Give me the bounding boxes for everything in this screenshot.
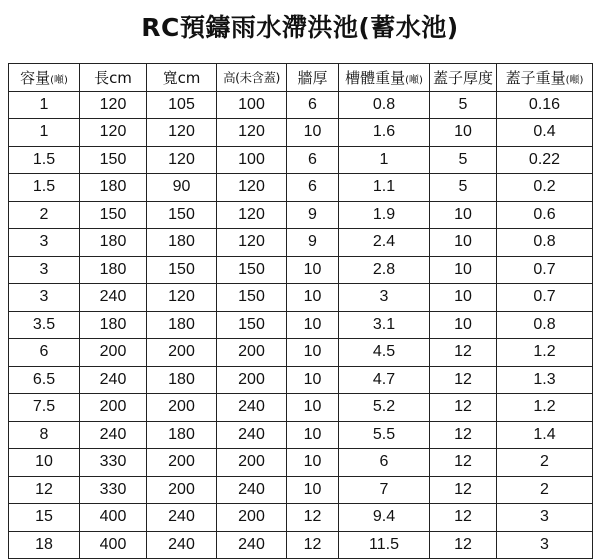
wall-thickness-cell: 6 [287,91,339,119]
capacity-cell: 10 [9,449,80,477]
height-cell: 150 [217,311,287,339]
lid-weight-cell: 0.16 [497,91,593,119]
header-wall-thickness: 牆厚 [287,64,339,92]
height-cell: 100 [217,146,287,174]
wall-thickness-cell: 9 [287,229,339,257]
length-cell: 150 [80,201,147,229]
capacity-cell: 2 [9,201,80,229]
lid-thickness-cell: 10 [430,201,497,229]
body-weight-cell: 4.5 [339,339,430,367]
table-row [9,504,593,532]
table-row [9,421,593,449]
body-weight-cell: 3 [339,284,430,312]
table-row [9,339,593,367]
length-cell: 180 [80,311,147,339]
width-cell: 200 [147,449,217,477]
lid-thickness-cell: 10 [430,256,497,284]
width-cell: 200 [147,339,217,367]
width-cell: 240 [147,504,217,532]
width-cell: 200 [147,394,217,422]
length-cell: 180 [80,229,147,257]
lid-thickness-cell: 12 [430,339,497,367]
width-cell: 150 [147,201,217,229]
table-row [9,449,593,477]
table-row [9,311,593,339]
length-cell: 240 [80,366,147,394]
header-body-weight: 槽體重量(噸) [339,64,430,92]
lid-weight-cell: 0.4 [497,119,593,147]
lid-thickness-cell: 5 [430,91,497,119]
width-cell: 120 [147,284,217,312]
width-cell: 180 [147,421,217,449]
capacity-cell: 1.5 [9,146,80,174]
length-cell: 330 [80,476,147,504]
table-row [9,119,593,147]
capacity-cell: 1 [9,119,80,147]
header-width: 寬cm [147,64,217,92]
lid-weight-cell: 2 [497,476,593,504]
height-cell: 150 [217,284,287,312]
wall-thickness-cell: 10 [287,256,339,284]
capacity-cell: 6 [9,339,80,367]
wall-thickness-cell: 10 [287,394,339,422]
lid-weight-cell: 1.2 [497,339,593,367]
lid-thickness-cell: 12 [430,476,497,504]
length-cell: 240 [80,421,147,449]
length-cell: 180 [80,174,147,202]
table-row [9,366,593,394]
capacity-cell: 12 [9,476,80,504]
lid-thickness-cell: 12 [430,531,497,559]
body-weight-cell: 11.5 [339,531,430,559]
lid-thickness-cell: 12 [430,449,497,477]
wall-thickness-cell: 10 [287,421,339,449]
capacity-cell: 1 [9,91,80,119]
wall-thickness-cell: 10 [287,119,339,147]
wall-thickness-cell: 12 [287,504,339,532]
body-weight-cell: 5.2 [339,394,430,422]
header-height: 高(未含蓋) [217,64,287,92]
capacity-cell: 8 [9,421,80,449]
header-lid-weight: 蓋子重量(噸) [497,64,593,92]
capacity-cell: 3 [9,256,80,284]
length-cell: 200 [80,339,147,367]
length-cell: 120 [80,119,147,147]
wall-thickness-cell: 10 [287,284,339,312]
height-cell: 200 [217,449,287,477]
height-cell: 200 [217,366,287,394]
wall-thickness-cell: 12 [287,531,339,559]
width-cell: 240 [147,531,217,559]
lid-thickness-cell: 12 [430,394,497,422]
wall-thickness-cell: 10 [287,476,339,504]
lid-thickness-cell: 12 [430,504,497,532]
height-cell: 120 [217,201,287,229]
capacity-cell: 6.5 [9,366,80,394]
table-row [9,476,593,504]
wall-thickness-cell: 6 [287,146,339,174]
lid-weight-cell: 0.8 [497,229,593,257]
body-weight-cell: 2.4 [339,229,430,257]
width-cell: 105 [147,91,217,119]
body-weight-cell: 1.1 [339,174,430,202]
lid-thickness-cell: 10 [430,119,497,147]
body-weight-cell: 2.8 [339,256,430,284]
capacity-cell: 15 [9,504,80,532]
lid-thickness-cell: 5 [430,174,497,202]
height-cell: 120 [217,229,287,257]
length-cell: 330 [80,449,147,477]
length-cell: 150 [80,146,147,174]
table-row [9,201,593,229]
wall-thickness-cell: 10 [287,366,339,394]
body-weight-cell: 9.4 [339,504,430,532]
lid-weight-cell: 0.2 [497,174,593,202]
header-length: 長cm [80,64,147,92]
width-cell: 120 [147,146,217,174]
capacity-cell: 1.5 [9,174,80,202]
lid-thickness-cell: 12 [430,366,497,394]
lid-thickness-cell: 10 [430,284,497,312]
lid-weight-cell: 0.7 [497,284,593,312]
height-cell: 240 [217,531,287,559]
capacity-cell: 7.5 [9,394,80,422]
lid-weight-cell: 0.7 [497,256,593,284]
width-cell: 150 [147,256,217,284]
lid-weight-cell: 0.6 [497,201,593,229]
body-weight-cell: 0.8 [339,91,430,119]
height-cell: 200 [217,504,287,532]
height-cell: 120 [217,119,287,147]
lid-weight-cell: 1.4 [497,421,593,449]
body-weight-cell: 1.9 [339,201,430,229]
length-cell: 200 [80,394,147,422]
body-weight-cell: 3.1 [339,311,430,339]
table-row [9,146,593,174]
body-weight-cell: 5.5 [339,421,430,449]
lid-thickness-cell: 5 [430,146,497,174]
lid-weight-cell: 1.3 [497,366,593,394]
width-cell: 180 [147,229,217,257]
height-cell: 240 [217,394,287,422]
table-row [9,91,593,119]
body-weight-cell: 4.7 [339,366,430,394]
body-weight-cell: 1 [339,146,430,174]
header-lid-thickness: 蓋子厚度 [430,64,497,92]
table-row [9,284,593,312]
body-weight-cell: 7 [339,476,430,504]
capacity-cell: 3.5 [9,311,80,339]
table-row [9,229,593,257]
table-row [9,256,593,284]
lid-thickness-cell: 10 [430,229,497,257]
body-weight-cell: 6 [339,449,430,477]
width-cell: 90 [147,174,217,202]
wall-thickness-cell: 10 [287,311,339,339]
width-cell: 180 [147,311,217,339]
height-cell: 240 [217,421,287,449]
length-cell: 400 [80,531,147,559]
capacity-cell: 3 [9,284,80,312]
height-cell: 100 [217,91,287,119]
length-cell: 180 [80,256,147,284]
width-cell: 120 [147,119,217,147]
spec-table [8,63,593,559]
wall-thickness-cell: 9 [287,201,339,229]
lid-weight-cell: 2 [497,449,593,477]
height-cell: 200 [217,339,287,367]
page-title: RC預鑄雨水滯洪池(蓄水池) [141,13,459,42]
length-cell: 240 [80,284,147,312]
header-row [9,64,593,92]
wall-thickness-cell: 6 [287,174,339,202]
table-row [9,531,593,559]
height-cell: 120 [217,174,287,202]
lid-thickness-cell: 12 [430,421,497,449]
header-capacity: 容量(噸) [9,64,80,92]
table-row [9,394,593,422]
lid-weight-cell: 1.2 [497,394,593,422]
table-row [9,174,593,202]
lid-weight-cell: 3 [497,504,593,532]
body-weight-cell: 1.6 [339,119,430,147]
height-cell: 240 [217,476,287,504]
lid-thickness-cell: 10 [430,311,497,339]
capacity-cell: 3 [9,229,80,257]
width-cell: 200 [147,476,217,504]
height-cell: 150 [217,256,287,284]
lid-weight-cell: 3 [497,531,593,559]
lid-weight-cell: 0.8 [497,311,593,339]
length-cell: 400 [80,504,147,532]
wall-thickness-cell: 10 [287,339,339,367]
lid-weight-cell: 0.22 [497,146,593,174]
length-cell: 120 [80,91,147,119]
capacity-cell: 18 [9,531,80,559]
width-cell: 180 [147,366,217,394]
wall-thickness-cell: 10 [287,449,339,477]
